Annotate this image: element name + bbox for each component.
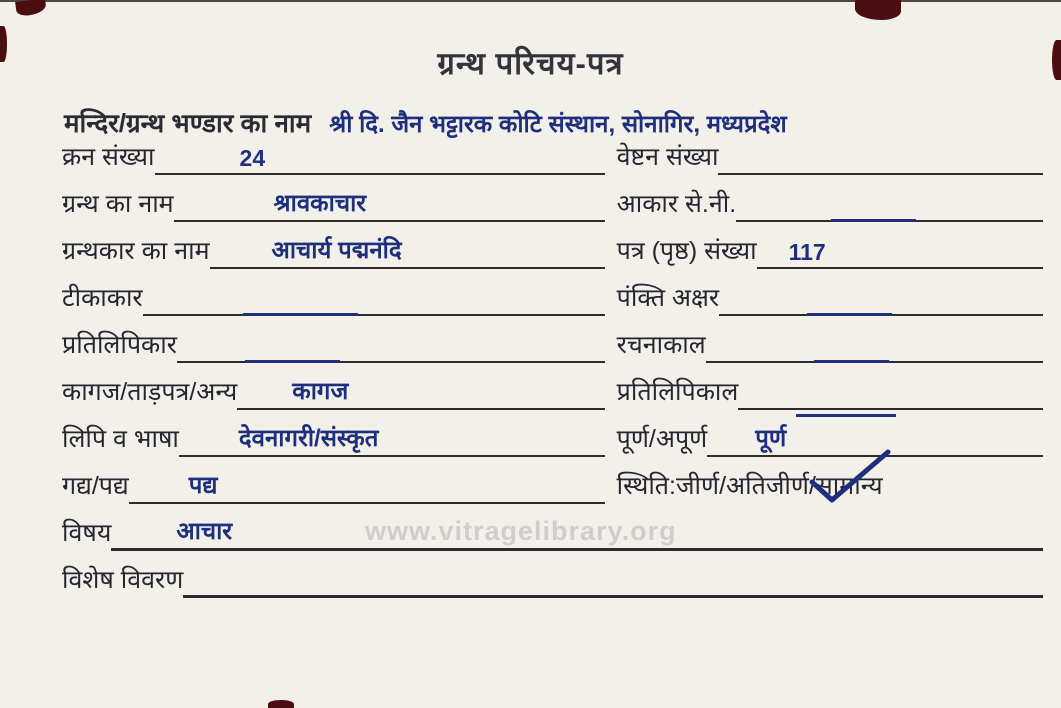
field-author-name [62, 222, 605, 269]
ink-value: 117 [788, 239, 826, 265]
ink-value: 24 [239, 145, 266, 171]
field-special-details [62, 551, 1043, 598]
form-row [62, 363, 1043, 410]
field-serial-number [62, 128, 605, 175]
field-line [738, 361, 1043, 410]
field-label: आकार से.नी. [616, 190, 737, 218]
field-script-language [62, 410, 605, 457]
page-title: ग्रन्थ परिचय-पत्र [437, 46, 624, 81]
field-line [719, 267, 1043, 316]
field-line [706, 314, 1043, 363]
field-book-name [62, 175, 605, 222]
field-label: ग्रन्थ का नाम [62, 190, 174, 218]
field-label: ग्रन्थकार का नाम [62, 237, 210, 265]
field-line [177, 314, 605, 363]
form-row [62, 457, 1043, 504]
form-row [62, 222, 1043, 269]
field-line [179, 408, 605, 457]
scan-edge-line [0, 0, 1061, 2]
field-label: विशेष विवरण [62, 566, 184, 594]
field-line [143, 267, 605, 316]
field-line [183, 548, 1043, 598]
field-label: पूर्ण/अपूर्ण [616, 425, 708, 453]
ink-value: आचार्य पद्मनंदि [271, 237, 402, 264]
ink-value: पद्य [188, 472, 218, 499]
form-row [62, 175, 1043, 222]
form-row [62, 410, 1043, 457]
ink-value: श्रावकाचार [273, 190, 367, 217]
field-label: प्रतिलिपिकाल [616, 378, 739, 406]
field-label: टीकाकार [62, 284, 143, 312]
scan-edge-artifact [15, 0, 47, 17]
field-label: क्रन संख्या [62, 143, 155, 171]
form-row [62, 269, 1043, 316]
field-line [210, 220, 605, 269]
form-row [62, 551, 1043, 598]
ink-value: पूर्ण [755, 425, 787, 452]
field-label: प्रतिलिपिकार [62, 331, 177, 359]
field-lines-letters [605, 269, 1043, 316]
field-line [237, 361, 604, 410]
condition-checked-option: सामान्य [816, 468, 883, 502]
ink-value: देवनागरी/संस्कृत [238, 425, 379, 452]
ink-value: आचार [176, 518, 233, 545]
field-completeness [605, 410, 1043, 457]
field-line [707, 408, 1043, 457]
field-page-count [605, 222, 1043, 269]
field-line [155, 126, 605, 175]
field-label: पंक्ति अक्षर [616, 284, 720, 312]
field-line [718, 126, 1043, 175]
field-material [62, 363, 605, 410]
field-label: कागज/ताड़पत्र/अन्य [62, 378, 238, 406]
field-bundle-number [605, 128, 1043, 175]
watermark: www.vitragelibrary.org [365, 516, 677, 546]
repository-name-label: मन्दिर/ग्रन्थ भण्डार का नाम [64, 108, 312, 138]
form-row [62, 316, 1043, 363]
field-label: गद्य/पद्य [62, 472, 129, 500]
field-label [617, 468, 883, 504]
field-line [174, 173, 605, 222]
field-label: पत्र (पृष्ठ) संख्या [616, 237, 757, 265]
field-line [736, 173, 1043, 222]
ink-value: कागज [292, 378, 349, 405]
field-copyist [62, 316, 605, 363]
condition-options: स्थिति:जीर्ण/अतिजीर्ण/ [616, 472, 816, 500]
field-label: वेष्टन संख्या [616, 143, 719, 171]
scan-edge-artifact [855, 0, 901, 20]
field-label: रचनाकाल [616, 331, 706, 359]
form-row [62, 128, 1043, 175]
field-line [129, 455, 605, 504]
repository-name-value: श्री दि. जैन भट्टारक कोटि संस्थान, सोनागिर, मध्यप्रदेश [329, 111, 787, 138]
field-size-cm [605, 175, 1043, 222]
field-commentator [62, 269, 605, 316]
scan-edge-artifact [268, 700, 294, 708]
field-label: लिपि व भाषा [62, 425, 179, 453]
field-line [757, 220, 1043, 269]
field-prose-verse [62, 457, 605, 504]
field-condition [605, 457, 1043, 504]
field-copy-date [605, 363, 1043, 410]
field-label: विषय [62, 519, 112, 547]
field-composition-date [605, 316, 1043, 363]
